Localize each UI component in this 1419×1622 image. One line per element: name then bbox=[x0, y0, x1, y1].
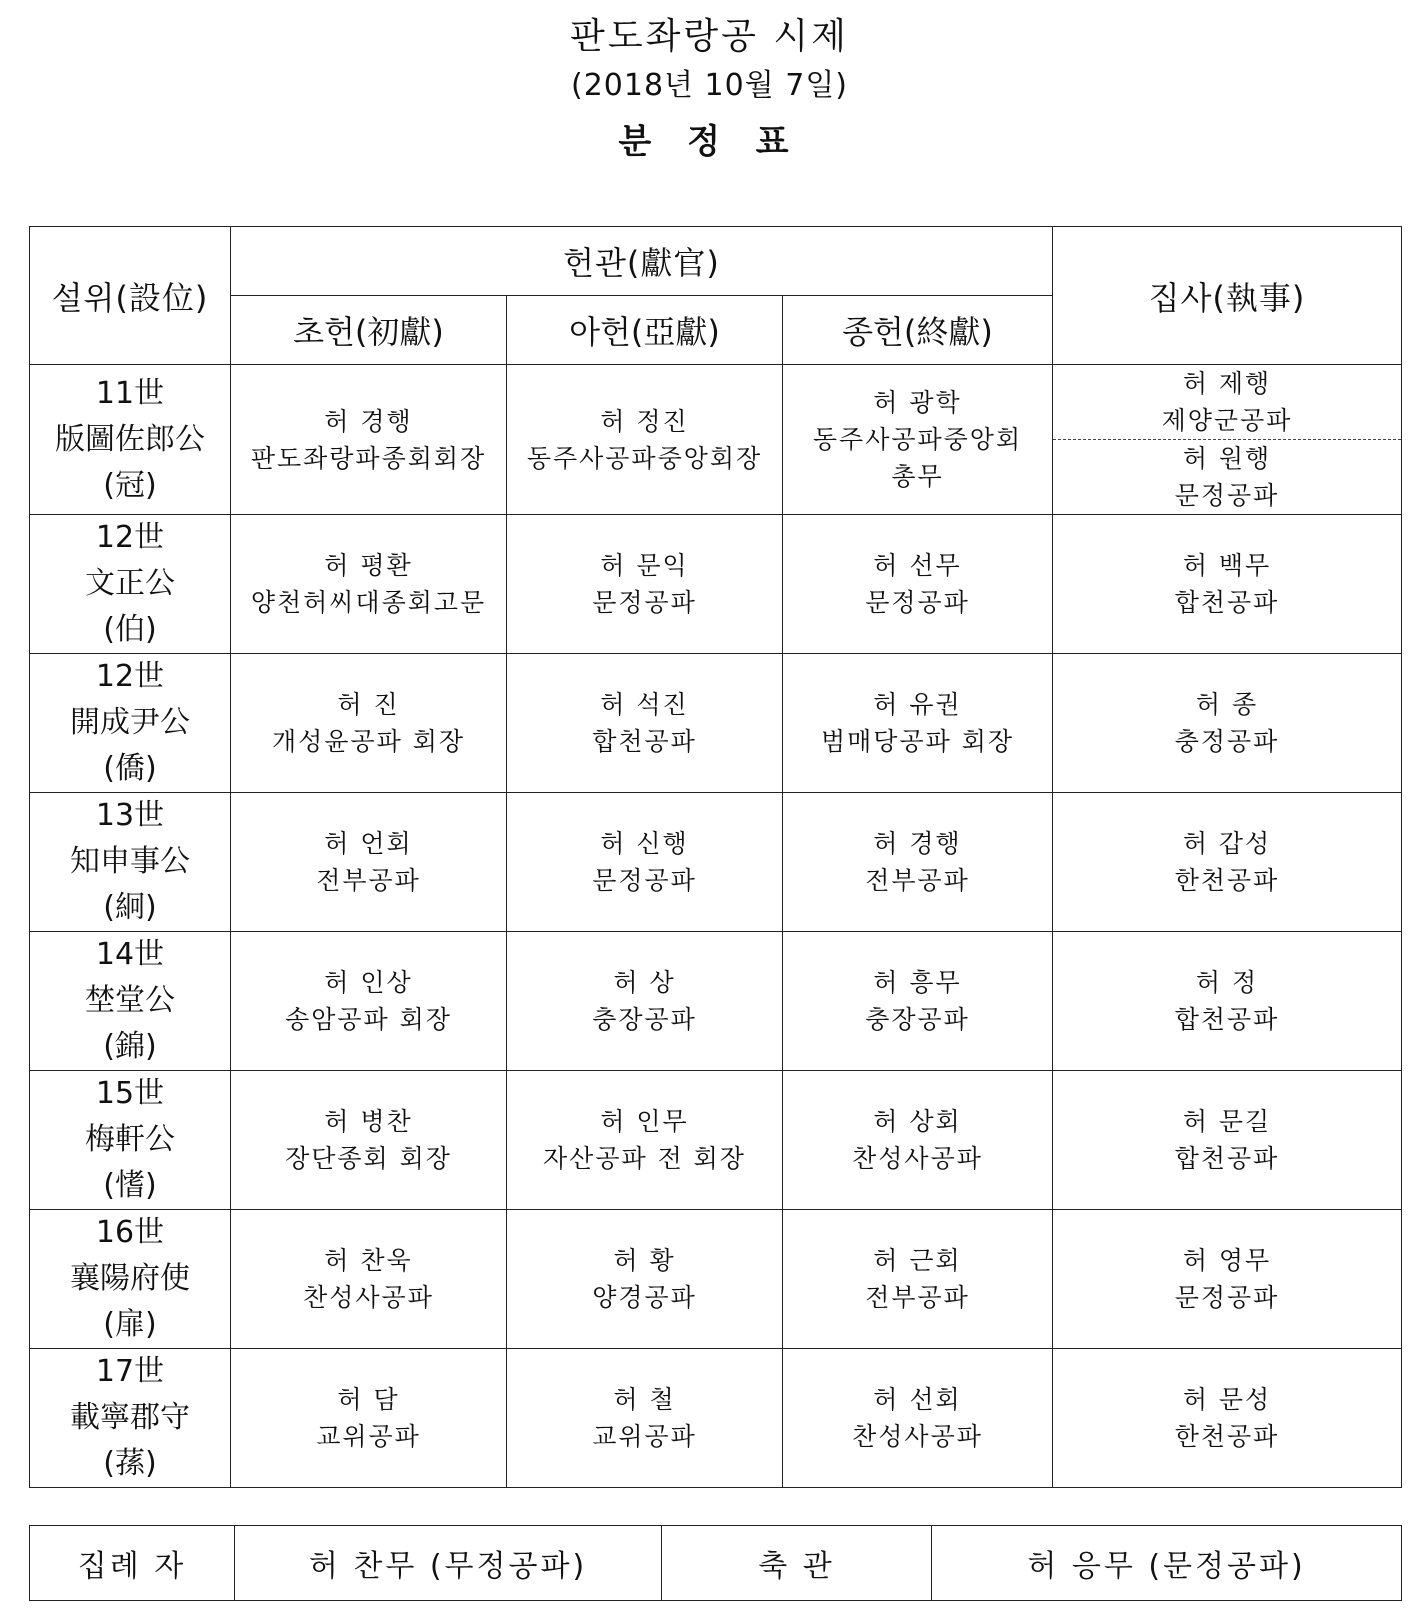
attendant-cell bbox=[1053, 654, 1402, 793]
person-name: 허 정 bbox=[1195, 968, 1259, 997]
third-offerer-cell bbox=[783, 365, 1053, 515]
person-name: 허 경행 bbox=[873, 829, 962, 858]
seat-name: (愭) bbox=[103, 1168, 157, 1203]
third-offerer-cell bbox=[783, 654, 1053, 793]
attendant-split bbox=[1053, 365, 1401, 514]
person-group: 찬성사공파 bbox=[852, 1144, 983, 1173]
attendant-cell bbox=[1053, 932, 1402, 1071]
third-offerer-cell bbox=[783, 1210, 1053, 1349]
second-offerer-cell bbox=[507, 1071, 783, 1210]
person-group: 한천공파 bbox=[1174, 866, 1280, 895]
person-group: 교위공파 bbox=[316, 1422, 421, 1451]
seat-generation: 16世 bbox=[95, 1215, 165, 1250]
first-offerer-cell bbox=[231, 1210, 507, 1349]
seat-title: 文正公 bbox=[85, 566, 175, 601]
second-offerer-cell bbox=[507, 515, 783, 654]
person-group: 자산공파 전 회장 bbox=[543, 1144, 746, 1173]
attendant-cell bbox=[1053, 515, 1402, 654]
seat-name: (扉) bbox=[103, 1307, 157, 1342]
seat-title: 載寧郡守 bbox=[70, 1400, 190, 1435]
person-group: 충장공파 bbox=[592, 1005, 697, 1034]
second-offerer-cell bbox=[507, 365, 783, 515]
attendant-cell bbox=[1053, 793, 1402, 932]
person-name: 허 상회 bbox=[873, 1107, 962, 1136]
person-group: 충정공파 bbox=[1174, 727, 1280, 756]
first-offerer-cell bbox=[231, 1349, 507, 1488]
person-name: 허 원행 bbox=[1182, 444, 1272, 473]
person-name: 허 철 bbox=[613, 1385, 676, 1414]
reader-value: 허 응무 (문정공파) bbox=[932, 1526, 1402, 1601]
header-offerers: 헌관(獻官) bbox=[231, 227, 1053, 296]
header-second-offerer: 아헌(亞獻) bbox=[507, 296, 783, 365]
person-group: 교위공파 bbox=[592, 1422, 697, 1451]
person-name: 허 갑성 bbox=[1182, 829, 1272, 858]
person-name: 허 문성 bbox=[1182, 1385, 1272, 1414]
seat-title: 梅軒公 bbox=[85, 1122, 175, 1157]
person-name: 허 찬욱 bbox=[324, 1246, 413, 1275]
person-name: 허 언회 bbox=[324, 829, 413, 858]
person-name: 허 선무 bbox=[873, 551, 962, 580]
person-name: 허 상 bbox=[613, 968, 676, 997]
person-name: 허 광학 bbox=[873, 388, 962, 417]
header-first-offerer: 초헌(初獻) bbox=[231, 296, 507, 365]
person-group: 찬성사공파 bbox=[303, 1283, 434, 1312]
person-group: 전부공파 bbox=[316, 866, 421, 895]
header-seat: 설위(設位) bbox=[30, 227, 231, 365]
attendant-top bbox=[1053, 365, 1401, 440]
person-group: 송암공파 회장 bbox=[285, 1005, 452, 1034]
person-name: 허 유권 bbox=[873, 690, 962, 719]
seat-title: 埜堂公 bbox=[85, 983, 175, 1018]
person-name: 허 담 bbox=[337, 1385, 400, 1414]
table-row bbox=[30, 932, 1402, 1071]
seat-cell bbox=[30, 1210, 231, 1349]
person-group: 개성윤공파 회장 bbox=[272, 727, 465, 756]
person-name: 허 백무 bbox=[1182, 551, 1272, 580]
person-name: 허 정진 bbox=[600, 406, 689, 436]
document-date: (2018년 10월 7일) bbox=[570, 68, 849, 103]
seat-generation: 11世 bbox=[95, 375, 165, 411]
person-name: 허 석진 bbox=[600, 690, 689, 719]
table-row bbox=[30, 654, 1402, 793]
seat-name: (絅) bbox=[103, 890, 157, 925]
seat-cell bbox=[30, 365, 231, 515]
person-name: 허 황 bbox=[613, 1246, 676, 1275]
third-offerer-cell bbox=[783, 515, 1053, 654]
seat-generation: 14世 bbox=[95, 937, 165, 972]
person-group: 장단종회 회장 bbox=[285, 1144, 452, 1173]
attendant-cell bbox=[1053, 1071, 1402, 1210]
first-offerer-cell bbox=[231, 365, 507, 515]
person-name: 허 경행 bbox=[324, 406, 413, 436]
person-group: 전부공파 bbox=[865, 866, 970, 895]
third-offerer-cell bbox=[783, 1349, 1053, 1488]
person-group: 제양군공파 bbox=[1161, 406, 1293, 435]
seat-name: (冠) bbox=[103, 467, 157, 503]
seat-cell bbox=[30, 515, 231, 654]
person-name: 허 인무 bbox=[600, 1107, 689, 1136]
person-group: 합천공파 bbox=[1174, 588, 1280, 617]
seat-generation: 15世 bbox=[95, 1076, 165, 1111]
seat-name: (蓀) bbox=[103, 1446, 157, 1481]
seat-title: 襄陽府使 bbox=[70, 1261, 190, 1296]
second-offerer-cell bbox=[507, 793, 783, 932]
person-group: 문정공파 bbox=[592, 866, 697, 895]
person-name: 허 근회 bbox=[873, 1246, 962, 1275]
first-offerer-cell bbox=[231, 515, 507, 654]
person-name: 허 평환 bbox=[324, 551, 413, 580]
seat-cell bbox=[30, 1349, 231, 1488]
third-offerer-cell bbox=[783, 793, 1053, 932]
seat-title: 開成尹公 bbox=[70, 705, 190, 740]
footer-table bbox=[29, 1525, 1402, 1601]
table-row bbox=[30, 1071, 1402, 1210]
attendant-cell bbox=[1053, 1349, 1402, 1488]
table-row bbox=[30, 515, 1402, 654]
seat-name: (伯) bbox=[103, 612, 157, 647]
seat-cell bbox=[30, 793, 231, 932]
assignment-table bbox=[29, 226, 1402, 1488]
seat-cell bbox=[30, 932, 231, 1071]
first-offerer-cell bbox=[231, 793, 507, 932]
person-name: 허 문익 bbox=[600, 551, 689, 580]
person-group: 합천공파 bbox=[1174, 1005, 1280, 1034]
person-name: 허 진 bbox=[337, 690, 400, 719]
person-group: 문정공파 bbox=[592, 588, 697, 617]
person-name: 허 흥무 bbox=[873, 968, 962, 997]
attendant-bottom bbox=[1053, 440, 1401, 514]
person-name: 허 선회 bbox=[873, 1385, 962, 1414]
first-offerer-cell bbox=[231, 654, 507, 793]
second-offerer-cell bbox=[507, 1210, 783, 1349]
document-subtitle: 분 정 표 bbox=[618, 122, 801, 162]
person-group: 동주사공파중앙회 bbox=[812, 425, 1023, 454]
person-group: 전부공파 bbox=[865, 1283, 970, 1312]
person-group: 문정공파 bbox=[1174, 481, 1280, 510]
footer-row bbox=[30, 1526, 1402, 1601]
seat-title: 版圖佐郎公 bbox=[55, 421, 205, 457]
seat-cell bbox=[30, 654, 231, 793]
person-group: 합천공파 bbox=[592, 727, 697, 756]
second-offerer-cell bbox=[507, 654, 783, 793]
seat-name: (僑) bbox=[103, 751, 157, 786]
person-name: 허 문길 bbox=[1182, 1107, 1272, 1136]
seat-generation: 12世 bbox=[95, 520, 165, 555]
second-offerer-cell bbox=[507, 932, 783, 1071]
person-group: 찬성사공파 bbox=[852, 1422, 983, 1451]
person-group: 한천공파 bbox=[1174, 1422, 1280, 1451]
person-group: 양천허씨대종회고문 bbox=[250, 588, 487, 617]
table-row bbox=[30, 365, 1402, 515]
seat-name: (錦) bbox=[103, 1029, 157, 1064]
attendant-cell bbox=[1053, 1210, 1402, 1349]
person-group: 문정공파 bbox=[1174, 1283, 1280, 1312]
seat-generation: 17世 bbox=[95, 1354, 165, 1389]
title-block bbox=[0, 10, 1419, 172]
person-group: 판도좌랑파종회회장 bbox=[250, 443, 487, 473]
document-title: 판도좌랑공 시제 bbox=[570, 16, 849, 57]
person-group: 문정공파 bbox=[865, 588, 970, 617]
person-name: 허 인상 bbox=[324, 968, 413, 997]
reader-label: 축 관 bbox=[662, 1526, 932, 1601]
first-offerer-cell bbox=[231, 932, 507, 1071]
seat-cell bbox=[30, 1071, 231, 1210]
person-name: 허 종 bbox=[1195, 690, 1259, 719]
person-role: 총무 bbox=[891, 462, 944, 491]
seat-generation: 13世 bbox=[95, 798, 165, 833]
person-name: 허 제행 bbox=[1182, 369, 1272, 398]
seat-generation: 12世 bbox=[95, 659, 165, 694]
first-offerer-cell bbox=[231, 1071, 507, 1210]
person-group: 합천공파 bbox=[1174, 1144, 1280, 1173]
header-row bbox=[30, 227, 1402, 296]
third-offerer-cell bbox=[783, 932, 1053, 1071]
person-group: 동주사공파중앙회장 bbox=[526, 443, 763, 473]
officiant-label: 집례 자 bbox=[30, 1526, 235, 1601]
second-offerer-cell bbox=[507, 1349, 783, 1488]
third-offerer-cell bbox=[783, 1071, 1053, 1210]
person-group: 양경공파 bbox=[592, 1283, 697, 1312]
person-group: 충장공파 bbox=[865, 1005, 970, 1034]
header-third-offerer: 종헌(終獻) bbox=[783, 296, 1053, 365]
person-name: 허 병찬 bbox=[324, 1107, 413, 1136]
seat-title: 知申事公 bbox=[70, 844, 190, 879]
person-name: 허 영무 bbox=[1182, 1246, 1272, 1275]
table-row bbox=[30, 793, 1402, 932]
table-row bbox=[30, 1349, 1402, 1488]
header-attendant: 집사(執事) bbox=[1053, 227, 1402, 365]
officiant-value: 허 찬무 (무정공파) bbox=[235, 1526, 662, 1601]
person-name: 허 신행 bbox=[600, 829, 689, 858]
table-row bbox=[30, 1210, 1402, 1349]
attendant-cell bbox=[1053, 365, 1402, 515]
person-group: 범매당공파 회장 bbox=[821, 727, 1014, 756]
